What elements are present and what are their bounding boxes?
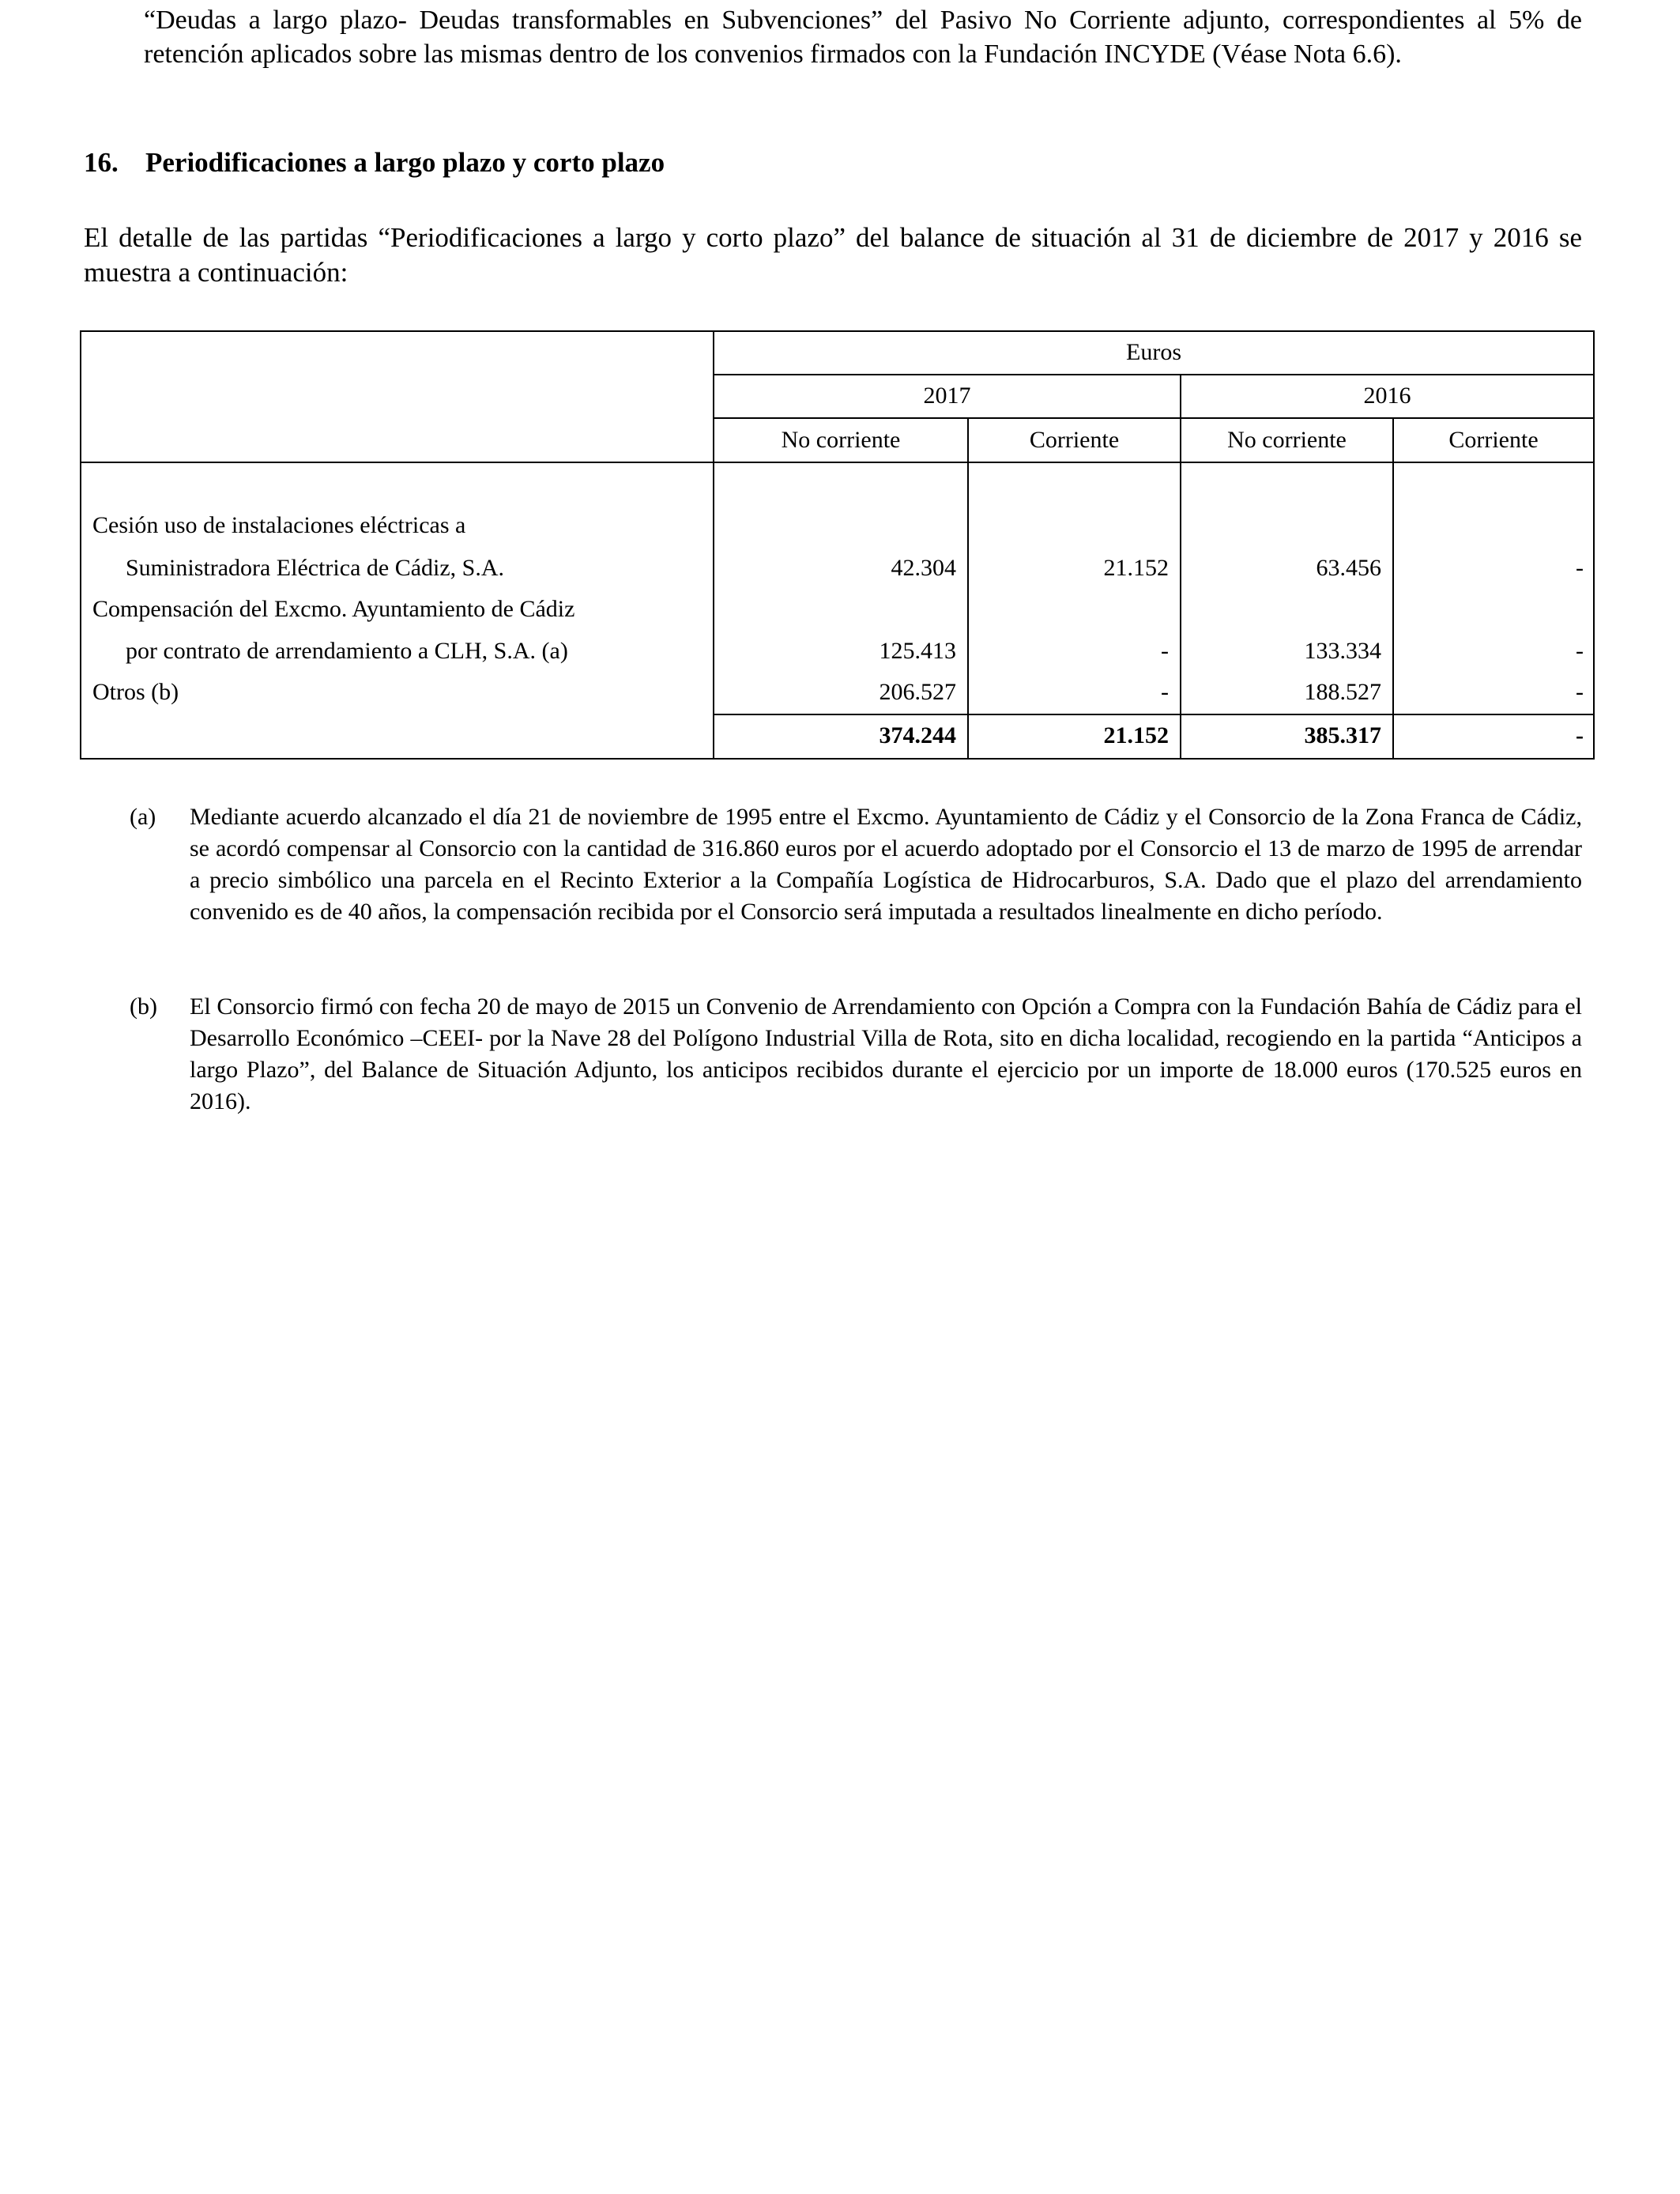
- table-cell: -: [1576, 679, 1584, 705]
- table-cell: -: [1161, 638, 1169, 664]
- table-divider-2017: [967, 419, 969, 758]
- note-text-b: El Consorcio firmó con fecha 20 de mayo de 2015 un Convenio de Arrendamiento con Opción a Compra con la Fundación Bahía de Cádiz para el Desarrollo Económico –CEEI- por la Nave 28 del Polígono Industrial Villa de Rota, sito en dicha localidad, recogiendo en la partida “Anticipos a largo Plazo”, del Balance de Situación Adjunto, los anticipos recibidos durante el ejercicio por un importe de 18.000 euros (170.525 euros en 2016).: [190, 993, 1582, 1114]
- accruals-table: [80, 330, 1595, 760]
- header-no-corriente-2017: No corriente: [781, 427, 901, 453]
- note-mark-b: (b): [130, 993, 157, 1020]
- table-cell: 188.527: [1304, 679, 1381, 705]
- note-text-a: Mediante acuerdo alcanzado el día 21 de noviembre de 1995 entre el Excmo. Ayuntamiento de Cádiz y el Consorcio de la Zona Franca de Cádiz, se acordó compensar al Consorcio con la cantidad de 316.860 euros por el acuerdo adoptado por el Consorcio el 13 de marzo de 1995 de arrendar a precio simbólico una parcela en el Recinto Exterior a la Compañía Logística de Hidrocarburos, S.A. Dado que el plazo del arrendamiento convenido es de 40 años, la compensación recibida por el Consorcio será imputada a resultados linealmente en dicho período.: [190, 804, 1582, 925]
- total-cell: 374.244: [879, 722, 956, 748]
- header-year-2017: 2017: [923, 383, 971, 409]
- table-cell: -: [1576, 555, 1584, 581]
- total-cell: 385.317: [1304, 722, 1381, 748]
- table-rule-totals: [713, 714, 1593, 715]
- section-title: Periodificaciones a largo plazo y corto plazo: [145, 147, 665, 178]
- row-label: Cesión uso de instalaciones eléctricas a: [92, 512, 466, 538]
- section-description: El detalle de las partidas “Periodificaciones a largo y corto plazo” del balance de situación al 31 de diciembre de 2017 y 2016 se muestra a continuación:: [84, 222, 1582, 288]
- table-cell: 206.527: [879, 679, 956, 705]
- row-label-continued: por contrato de arrendamiento a CLH, S.A. (a): [126, 638, 568, 664]
- total-cell: 21.152: [1103, 722, 1169, 748]
- row-label-continued: Suministradora Eléctrica de Cádiz, S.A.: [126, 555, 505, 581]
- table-cell: 125.413: [879, 638, 956, 664]
- table-cell: 133.334: [1304, 638, 1381, 664]
- section-number: 16.: [84, 147, 119, 178]
- header-corriente-2017: Corriente: [1029, 427, 1120, 453]
- table-cell: 42.304: [891, 555, 956, 581]
- table-cell: 21.152: [1103, 555, 1169, 581]
- note-mark-a: (a): [130, 804, 156, 830]
- table-cell: -: [1576, 638, 1584, 664]
- table-divider-2016: [1392, 419, 1394, 758]
- table-cell: -: [1161, 679, 1169, 705]
- table-rule-years: [713, 417, 1593, 419]
- table-rule-euros: [713, 374, 1593, 375]
- row-label: Otros (b): [92, 679, 179, 705]
- intro-paragraph: “Deudas a largo plazo- Deudas transformables en Subvenciones” del Pasivo No Corriente adjunto, correspondientes al 5% de retención aplicados sobre las mismas dentro de los convenios firmados con la Fundación INCYDE (Véase Nota 6.6).: [144, 6, 1582, 69]
- header-year-2016: 2016: [1363, 383, 1411, 409]
- table-cell: 63.456: [1316, 555, 1381, 581]
- header-no-corriente-2016: No corriente: [1227, 427, 1347, 453]
- header-corriente-2016: Corriente: [1448, 427, 1539, 453]
- table-rule-header: [81, 462, 1593, 463]
- total-cell: -: [1576, 722, 1584, 748]
- row-label: Compensación del Excmo. Ayuntamiento de Cádiz: [92, 596, 575, 622]
- section-heading: [84, 145, 665, 179]
- header-unit: Euros: [1126, 339, 1181, 365]
